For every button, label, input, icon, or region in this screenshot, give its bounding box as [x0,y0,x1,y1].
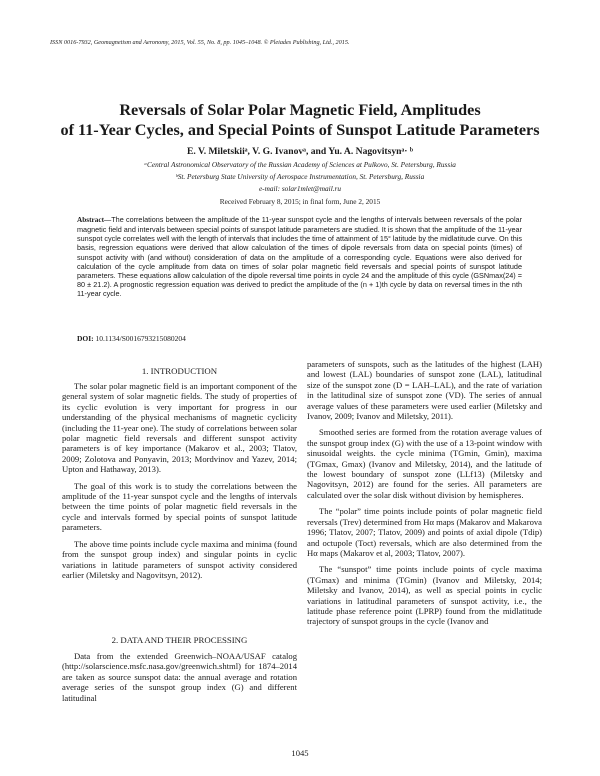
journal-header: ISSN 0016-7932, Geomagnetism and Aeronomy, 2015, Vol. 55, No. 8, pp. 1045–1048. © Pleiades Publishing, Ltd., 2015. [50,39,350,46]
paragraph: The above time points include cycle maxima and minima (found from the sunspot group index) and singular points in cyclic variations in latitude parameters of sunspot activity considered earlier (Miletsky and Nagovitsyn, 2012). [62,538,297,580]
paragraph: Smoothed series are formed from the rotation average values of the sunspot group index (G) with the use of a 13-point window with sinusoidal weights. the cycle minima (TGmin, Gmin), maxima (TGmax, Gmax) (Ivanov and Miletsky, 2014), and the latitude of the lowest boundary of sunspot zone (LLf13) (Miletsky and Nagovitsyn, 2012) are found for the series. All parameters are calculated over the solar disk without division by hemispheres. [307,427,542,500]
page-number: 1045 [291,748,309,758]
title-line-1: Reversals of Solar Polar Magnetic Field, Amplitudes [119,101,481,119]
paragraph: Data from the extended Greenwich–NOAA/USAF catalog (http://solarscience.msfc.nasa.gov/greenwich.shtml) for 1874–2014 are taken as source sunspot data: the annual average and rotation average series of the sunspot group index (G) and different latitudinal [62,651,297,703]
left-column-intro [62,381,297,580]
paragraph: The “sunspot” time points include points of cycle maxima (TGmax) and minima (TGmin) (Ivanov and Miletsky, 2014; Miletsky and Ivanov, 2014), as well as special points in cyclic variations in latitudinal parameters of sunspot activity, i.e., the latitude phase reference point (LPRP) found from the midlatitude trajectory of sunspot groups in the cycle (Ivanov and [307,564,542,627]
section-2-title: 2. DATA AND THEIR PROCESSING [111,635,248,645]
affiliation-a: ᵃCentral Astronomical Observatory of the Russian Academy of Sciences at Pulkovo, St. Petersburg, Russia [144,160,456,169]
received-dates: Received February 8, 2015; in final form, June 2, 2015 [219,197,381,206]
doi [77,334,186,343]
doi-link[interactable]: 10.1134/S0016793215080204 [95,334,186,343]
abstract [77,215,522,298]
abstract-text: —The correlations between the amplitude of the 11-year sunspot cycle and the lengths of intervals between reversals of the polar magnetic field and intervals between special points of sunspot latitude parameters are studied. It is shown that the amplitude of the 11-year sunspot cycle correlates well with the length of intervals that includes the time of attainment of 15° latitude by the midlatitude curve. On this basis, regression equations were derived that allow calculation of the times of dipole reversals from data on special points (times) of sunspot activity with (and without) consideration of data on the amplitude of a corresponding cycle. Equations were also derived for calculation of the cycle amplitude from data on times of solar polar magnetic field reversals and special points of sunspot latitude parameters. These equations allow calculation of the dipole reversal time points in cycle 24 and the amplitude of this cycle (GSNmax(24) = 80 ± 21.2). A prognostic regression equation was derived to predict the amplitude of the (n + 1)th cycle by data on reversal times in the nth 11-year cycle. [77,215,522,299]
right-column [307,359,542,627]
section-1-title: 1. INTRODUCTION [141,366,218,376]
paper-title [40,100,560,140]
title-line-2: of 11-Year Cycles, and Special Points of Sunspot Latitude Parameters [60,121,540,139]
paragraph: The “polar” time points include points of polar magnetic field reversals (Trev) determined from Hα maps (Makarov and Makarova 1996; Tlatov, 2007; Tlatov, 2009) and points of axial dipole (Tdip) and octupole (Toct) reversals, which are also determined from the Hα maps (Makarov et al, 2003; Tlatov, 2007). [307,506,542,558]
email: e-mail: solar1mlet@mail.ru [258,184,342,193]
left-column-data [62,651,297,703]
abstract-label: Abstract [77,216,104,224]
affiliation-b: ᵇSt. Petersburg State University of Aerospace Instrumentation, St. Petersburg, Russia [175,172,425,181]
authors: E. V. Miletskiiᵃ, V. G. Ivanovᵃ, and Yu. A. Nagovitsynᵃ· ᵇ [186,146,413,157]
paragraph: parameters of sunspots, such as the latitudes of the highest (LAH) and lowest (LAL) boundaries of sunspot zone (LAL), latitudinal size of the sunspot zone (D = LAH–LAL), and the rate of variation in the latitudinal size of sunspot zone (VD). The series of annual average values of these parameters were used earlier (Miletsky and Ivanov, 2009; Ivanov and Miletsky, 2011). [307,359,542,422]
paragraph: The solar polar magnetic field is an important component of the general system of solar magnetic fields. The study of properties of its cyclic evolution is very important for progress in our understanding of the physical mechanisms of magnetic cyclicity (including the 11-year one). The study of correlations between solar polar magnetic field reversals and different sunspot activity parameters is of key importance (Makarov et al., 2003; Tlatov, 2009; Zolotova and Ponyavin, 2013; Mordvinov and Yazev, 2014; Upton and Hathaway, 2013). [62,381,297,475]
doi-label: DOI: [77,334,94,343]
paragraph: The goal of this work is to study the correlations between the amplitude of the 11-year sunspot cycle and the lengths of intervals between the time points of polar magnetic field reversals in the cycle and intervals formed by special points of sunspot latitude parameters. [62,480,297,533]
